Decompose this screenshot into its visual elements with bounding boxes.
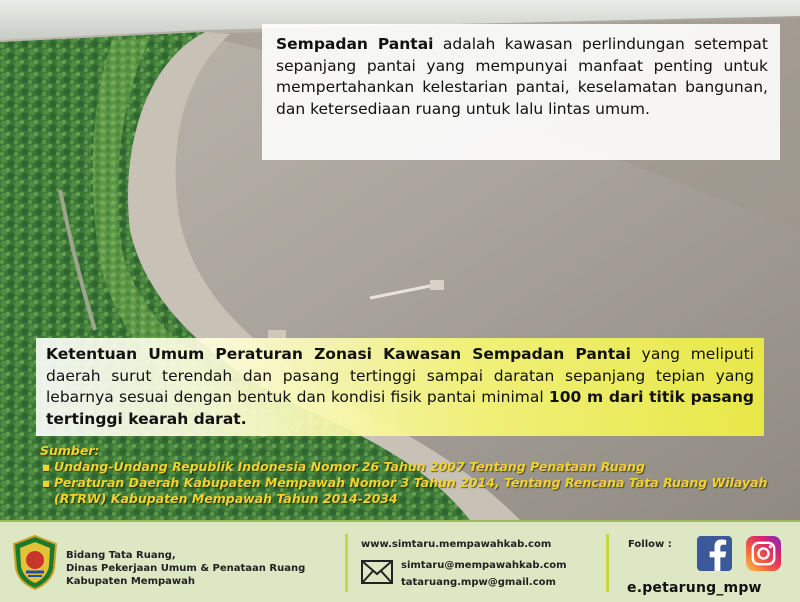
regulation-text: yang meliputi daerah surut terendah dan pasang tertinggi sampai daratan sepanjang tepian yang lebarnya sesuai dengan bentuk dan kondisi fisik pantai minimal: [46, 345, 754, 406]
source-item: ▪ Undang-Undang Republik Indonesia Nomor 26 Tahun 2007 Tentang Penataan Ruang: [40, 459, 780, 475]
sources-label: Sumber:: [40, 443, 100, 458]
definition-box: [262, 24, 780, 160]
instagram-icon[interactable]: [746, 536, 781, 571]
department-line: Kabupaten Mempawah: [66, 576, 196, 587]
regulation-box: [36, 338, 764, 436]
regulation-title: Ketentuan Umum Peraturan Zonasi Kawasan Sempadan Pantai: [46, 345, 631, 363]
sources-section: [40, 443, 780, 507]
facebook-icon[interactable]: [697, 536, 732, 571]
email-link-secondary[interactable]: tataruang.mpw@gmail.com: [401, 577, 556, 588]
source-item: ▪ Peraturan Daerah Kabupaten Mempawah Nomor 3 Tahun 2014, Tentang Rencana Tata Ruang Wilayah (RTRW) Kabupaten Mempawah Tahun 2014-2034: [40, 475, 780, 507]
department-info: [66, 549, 305, 588]
website-link[interactable]: www.simtaru.mempawahkab.com: [361, 539, 552, 550]
sources-list: [40, 459, 780, 507]
regulation-emphasis: 100 m dari titik pasang tertinggi kearah darat.: [46, 388, 754, 428]
definition-term: Sempadan Pantai: [276, 35, 434, 53]
email-link-primary[interactable]: simtaru@mempawahkab.com: [401, 560, 567, 571]
footer-divider: [606, 534, 609, 592]
mail-icon: [361, 560, 393, 584]
follow-label: Follow :: [628, 539, 672, 550]
regency-emblem: [12, 534, 58, 590]
department-line: Dinas Pekerjaan Umum & Penataan Ruang: [66, 563, 306, 574]
social-handle[interactable]: e.petarung_mpw: [627, 580, 762, 596]
department-line: Bidang Tata Ruang,: [66, 550, 176, 561]
footer-bar: [0, 520, 800, 602]
definition-text: adalah kawasan perlindungan setempat sepanjang pantai yang mempunyai manfaat penting untuk mempertahankan kelestarian pantai, keselamatan bangunan, dan ketersediaan ruang untuk lalu lintas umum.: [276, 35, 768, 118]
footer-divider: [345, 534, 348, 592]
